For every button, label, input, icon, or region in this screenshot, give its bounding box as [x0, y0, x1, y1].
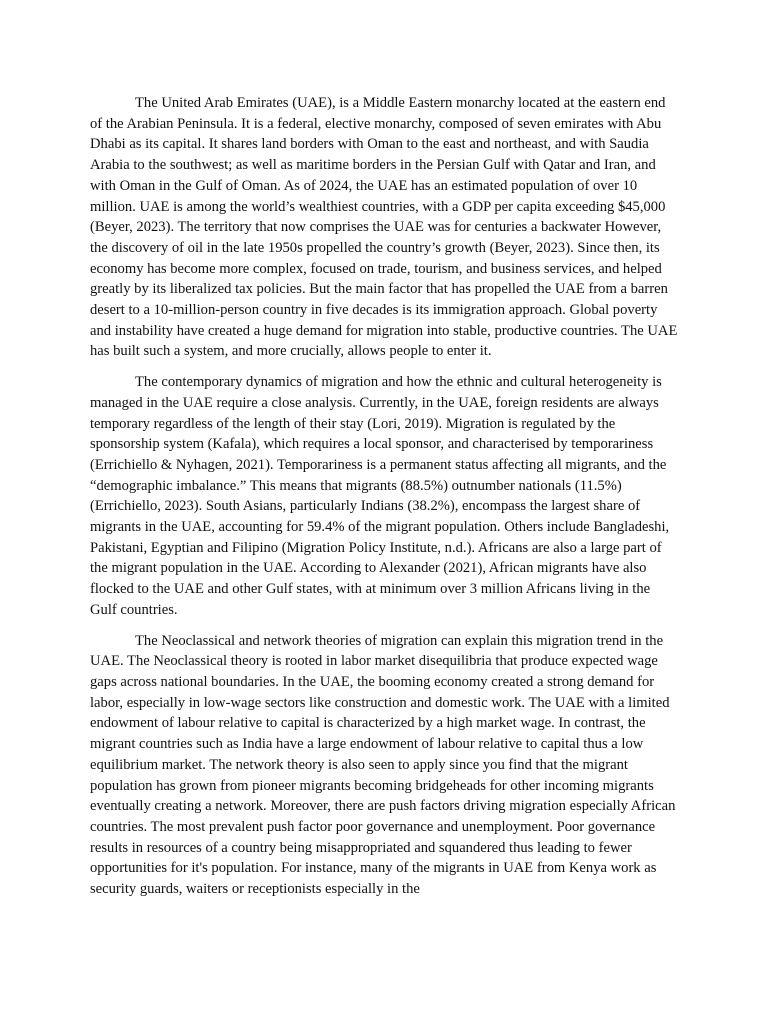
paragraph-uae-overview: The United Arab Emirates (UAE), is a Middle Eastern monarchy located at the eastern end of the Arabian Peninsula. It is a federal, elective monarchy, composed of seven emirates with Abu Dhabi as its capital. It shares land borders with Oman to the east and northeast, and with Saudia Arabia to the southwest; as well as maritime borders in the Persian Gulf with Qatar and Iran, and with Oman in the Gulf of Oman. As of 2024, the UAE has an estimated population of over 10 million. UAE is among the world’s wealthiest countries, with a GDP per capita exceeding $45,000 (Beyer, 2023). The territory that now comprises the UAE was for centuries a backwater However, the discovery of oil in the late 1950s propelled the country’s growth (Beyer, 2023). Since then, its economy has become more complex, focused on trade, tourism, and business services, and helped greatly by its liberalized tax policies. But the main factor that has propelled the UAE from a barren desert to a 10-million-person country in five decades is its immigration approach. Global poverty and instability have created a huge demand for migration into stable, productive countries. The UAE has built such a system, and more crucially, allows people to enter it. [90, 95, 678, 360]
paragraph-migration-theories: The Neoclassical and network theories of migration can explain this migration trend in the UAE. The Neoclassical theory is rooted in labor market disequilibria that produce expected wage gaps across national boundaries. In the UAE, the booming economy created a strong demand for labor, especially in low-wage sectors like construction and domestic work. The UAE with a limited endowment of labour relative to capital is characterized by a high market wage. In contrast, the migrant countries such as India have a large endowment of labour relative to capital thus a low equilibrium market. The network theory is also seen to apply since you find that the migrant population has grown from pioneer migrants becoming bridgeheads for other incoming migrants eventually creating a network. Moreover, there are push factors driving migration especially African countries. The most prevalent push factor poor governance and unemployment. Poor governance results in resources of a country being misappropriated and squandered thus leading to fewer opportunities for it's population. For instance, many of the migrants in UAE from Kenya work as security guards, waiters or receptionists especially in the [90, 632, 676, 898]
paragraph-migration-dynamics: The contemporary dynamics of migration and how the ethnic and cultural heterogeneity is managed in the UAE require a close analysis. Currently, in the UAE, foreign residents are always temporary regardless of the length of their stay (Lori, 2019). Migration is regulated by the sponsorship system (Kafala), which requires a local sponsor, and characterised by temporariness (Errichiello & Nyhagen, 2021). Temporariness is a permanent status affecting all migrants, and the “demographic imbalance.” This means that migrants (88.5%) outnumber nationals (11.5%) (Errichiello, 2023). South Asians, particularly Indians (38.2%), encompass the largest share of migrants in the UAE, accounting for 59.4% of the migrant population. Others include Bangladeshi, Pakistani, Egyptian and Filipino (Migration Policy Institute, n.d.). Africans are also a large part of the migrant population in the UAE. According to Alexander (2021), African migrants have also flocked to the UAE and other Gulf states, with at minimum over 3 million Africans living in the Gulf countries. [90, 374, 670, 618]
document-body [90, 93, 678, 910]
